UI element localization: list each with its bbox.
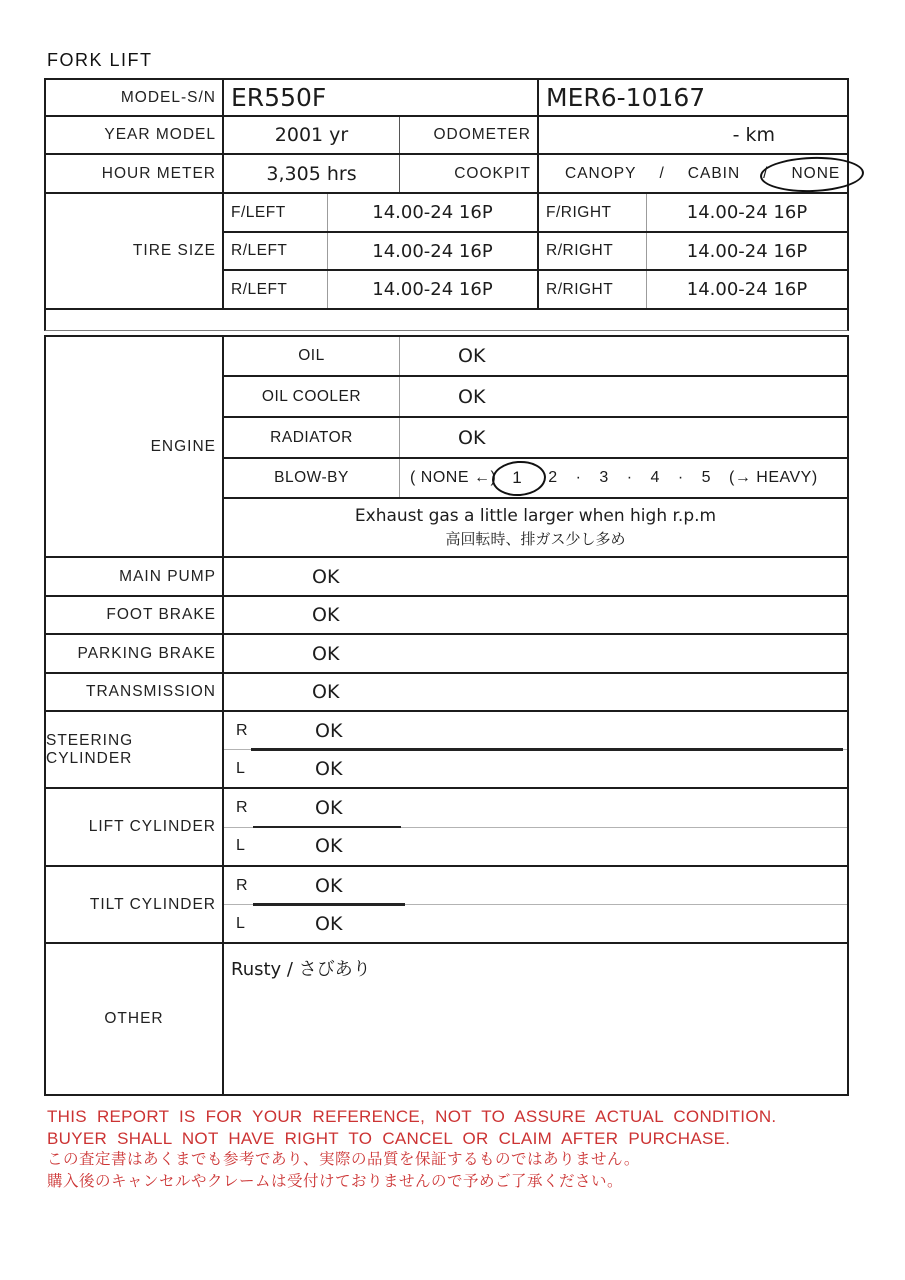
spacer-row	[46, 310, 847, 330]
foot-brake-label: FOOT BRAKE	[46, 597, 224, 633]
steering-cylinder-label: STEERING CYLINDER	[46, 712, 224, 787]
odometer-label: ODOMETER	[400, 117, 539, 153]
right-side-label: R	[236, 798, 249, 816]
foot-brake-row	[46, 597, 847, 635]
other-section	[46, 944, 847, 1094]
blowby-scale-numbers: 2 · 3 · 4 · 5	[548, 469, 711, 486]
tire-size-label: TIRE SIZE	[46, 194, 224, 308]
tilt-cylinder-right	[224, 867, 847, 904]
tire-size-value: 14.00-24 16P	[328, 271, 539, 308]
parking-brake-status: OK	[312, 642, 340, 665]
disclaimer	[47, 1106, 776, 1192]
cockpit-option-none: NONE	[791, 164, 841, 182]
tire-rows	[224, 194, 847, 308]
tire-size-value: 14.00-24 16P	[686, 279, 808, 300]
disclaimer-line-3: この査定書はあくまでも参考であり、実際の品質を保証するものではありません。	[47, 1151, 640, 1168]
tilt-cylinder-left	[224, 905, 847, 942]
tire-position-label: F/LEFT	[224, 194, 328, 231]
page-title: FORK LIFT	[47, 50, 153, 70]
lift-cylinder-right	[224, 789, 847, 827]
steering-right-status: OK	[315, 719, 343, 742]
checklist-table	[44, 335, 849, 1096]
transmission-label: TRANSMISSION	[46, 674, 224, 710]
underline-mark	[253, 826, 401, 829]
transmission-status: OK	[312, 681, 340, 703]
left-side-label: L	[236, 837, 246, 855]
parking-brake-row	[46, 635, 847, 674]
blowby-selected-rating	[512, 468, 522, 488]
underline-mark	[251, 748, 843, 751]
hourmeter-cockpit-row	[46, 155, 847, 194]
tire-position-label: R/RIGHT	[539, 233, 647, 269]
tire-size-value: 14.00-24 16P	[686, 240, 808, 262]
foot-brake-status: OK	[312, 604, 340, 626]
steering-cylinder-left	[224, 750, 847, 787]
serial-value: MER6-10167	[546, 83, 706, 112]
engine-section	[46, 337, 847, 558]
tire-size-section	[46, 194, 847, 310]
radiator-label: RADIATOR	[224, 418, 400, 457]
disclaimer-line-2: BUYER SHALL NOT HAVE RIGHT TO CANCEL OR CLAIM AFTER PURCHASE.	[47, 1128, 731, 1148]
model-label: MODEL-S/N	[46, 80, 224, 115]
lift-cylinder-label: LIFT CYLINDER	[46, 789, 224, 865]
tire-row-rear1	[224, 233, 847, 271]
transmission-row	[46, 674, 847, 712]
tire-row-rear2	[224, 271, 847, 308]
year-value: 2001 yr	[224, 117, 400, 153]
engine-oil-row	[224, 337, 847, 377]
right-side-label: R	[236, 721, 249, 739]
cockpit-option-none-selected	[791, 165, 840, 183]
lift-cylinder-section	[46, 789, 847, 867]
blowby-scale-prefix: ( NONE ←)	[410, 469, 497, 486]
hour-meter-value: 3,305 hrs	[224, 155, 400, 192]
row-divider	[224, 827, 847, 828]
engine-oil-cooler-row	[224, 377, 847, 418]
cockpit-label: COOKPIT	[400, 155, 539, 192]
oil-cooler-status: OK	[458, 385, 486, 408]
lift-left-status: OK	[315, 835, 343, 858]
tire-position-label: R/LEFT	[224, 271, 328, 308]
cockpit-separator: /	[763, 164, 769, 182]
oil-status: OK	[458, 345, 486, 367]
disclaimer-line-1: THIS REPORT IS FOR YOUR REFERENCE, NOT TO ASSURE ACTUAL CONDITION.	[47, 1107, 777, 1126]
steering-left-status: OK	[315, 757, 343, 780]
odometer-value: - km	[732, 124, 775, 146]
cockpit-options	[539, 155, 847, 192]
left-side-label: L	[236, 759, 246, 777]
underline-mark	[253, 903, 405, 906]
main-pump-label: MAIN PUMP	[46, 558, 224, 595]
engine-body	[224, 337, 847, 556]
tire-row-front	[224, 194, 847, 233]
steering-cylinder-right	[224, 712, 847, 749]
engine-note-japanese: 高回転時、排ガス少し多め	[445, 531, 626, 548]
engine-radiator-row	[224, 418, 847, 459]
oil-label: OIL	[224, 337, 400, 375]
main-pump-status: OK	[312, 565, 340, 588]
tire-size-value: 14.00-24 16P	[686, 202, 808, 223]
blowby-rating-1: 1	[512, 468, 523, 487]
year-odometer-row	[46, 117, 847, 155]
blowby-scale	[400, 459, 847, 497]
tilt-left-status: OK	[315, 912, 343, 935]
parking-brake-label: PARKING BRAKE	[46, 635, 224, 672]
engine-label: ENGINE	[46, 337, 224, 556]
disclaimer-line-4: 購入後のキャンセルやクレームは受付けておりませんので予めご了承ください。	[47, 1172, 624, 1190]
tire-size-value: 14.00-24 16P	[328, 233, 539, 269]
row-divider	[224, 904, 847, 905]
blowby-scale-suffix: (→ HEAVY)	[729, 469, 818, 486]
radiator-status: OK	[458, 426, 486, 449]
cockpit-option-canopy: CANOPY	[565, 164, 637, 182]
row-divider	[224, 749, 847, 750]
main-pump-row	[46, 558, 847, 597]
hour-meter-label: HOUR METER	[46, 155, 224, 192]
other-remarks: Rusty / さびあり	[231, 959, 371, 980]
tilt-cylinder-section	[46, 867, 847, 944]
engine-note-row	[224, 499, 847, 556]
tilt-right-status: OK	[315, 874, 343, 897]
engine-blowby-row	[224, 459, 847, 499]
cockpit-separator: /	[659, 164, 665, 182]
tire-position-label: R/RIGHT	[539, 271, 647, 308]
right-side-label: R	[236, 876, 249, 894]
blowby-label: BLOW-BY	[224, 459, 400, 497]
other-label: OTHER	[46, 944, 224, 1094]
lift-right-status: OK	[315, 796, 343, 819]
header-table	[44, 78, 849, 331]
model-row	[46, 80, 847, 117]
cockpit-option-cabin: CABIN	[687, 164, 741, 182]
lift-cylinder-left	[224, 828, 847, 866]
engine-note-english: Exhaust gas a little larger when high r.p.m	[354, 506, 717, 526]
tire-size-value: 14.00-24 16P	[328, 194, 539, 231]
oil-cooler-label: OIL COOLER	[224, 377, 400, 416]
model-value: ER550F	[224, 80, 539, 115]
left-side-label: L	[236, 914, 246, 932]
steering-cylinder-section	[46, 712, 847, 789]
tilt-cylinder-label: TILT CYLINDER	[46, 867, 224, 942]
tire-position-label: F/RIGHT	[539, 194, 647, 231]
tire-position-label: R/LEFT	[224, 233, 328, 269]
year-label: YEAR MODEL	[46, 117, 224, 153]
